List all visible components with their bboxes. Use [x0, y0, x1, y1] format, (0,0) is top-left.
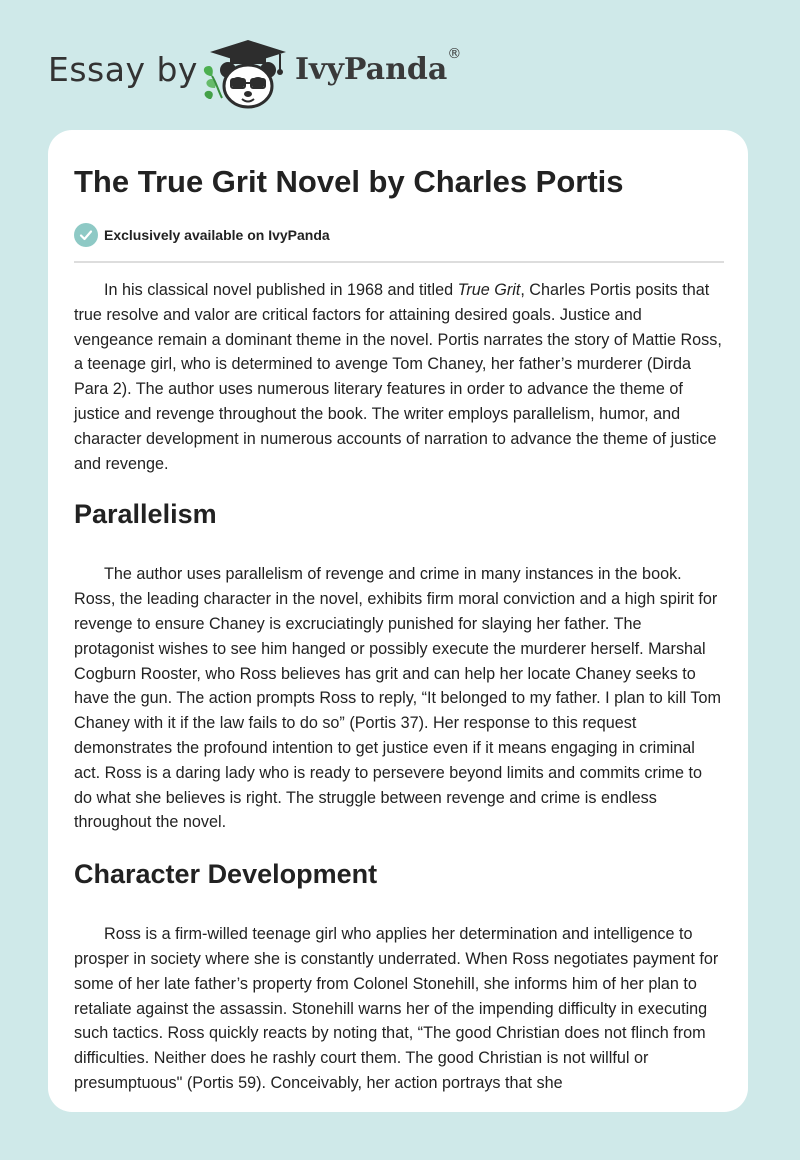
- essay-card: [48, 130, 748, 1112]
- intro-text-end: , Charles Portis posits that true resolve and valor are critical factors for attaining desired goals. Justice and vengeance remain a dominant theme in the novel. Portis narrates the story of Mattie Ross, a teenage girl, who is determined to avenge Tom Chaney, her father’s murderer (Dirda Para 2). The author uses numerous literary features in order to advance the theme of justice and revenge throughout the book. The writer employs parallelism, humor, and character development in numerous accounts of narration to advance the theme of justice and revenge.: [74, 281, 722, 473]
- page-title: The True Grit Novel by Charles Portis: [74, 164, 624, 199]
- section-heading: Parallelism: [74, 499, 217, 530]
- book-title: True Grit: [457, 281, 521, 299]
- brand-name: [295, 46, 462, 87]
- divider: [74, 261, 724, 263]
- section-paragraph: The author uses parallelism of revenge and crime in many instances in the book. Ross, the leading character in the novel, exhibits firm moral conviction and a high spirit for revenge to ensure Chaney is excruciatingly punished for slaying her father. The protagonist wishes to see him hanged or possibly execute the murderer herself. Marshal Cogburn Rooster, who Ross believes has grit and can help her locate Chaney seeks to have the gun. The action prompts Ross to reply, “It belonged to my father. I plan to kill Tom Chaney with it if the law fails to do so” (Portis 37). Her response to this request demonstrates the profound intention to get justice even if it means engaging in criminal act. Ross is a daring lady who is ready to persevere beyond limits and commits crime to do what she believes is right. The struggle between revenge and crime is endless throughout the novel.: [74, 565, 721, 832]
- panda-graduate-icon: [200, 36, 292, 110]
- essay-by-label: Essay by: [48, 50, 198, 89]
- section-heading: Character Development: [74, 859, 378, 890]
- exclusive-label: Exclusively available on IvyPanda: [104, 227, 330, 243]
- section-paragraph: Ross is a firm-willed teenage girl who applies her determination and intelligence to prosper in society where she is constantly underrated. When Ross negotiates payment for some of her late father’s property from Colonel Stonehill, she informs him of her plan to retaliate against the assassin. Stonehill warns her of the impending difficulty in executing such tactics. Ross quickly reacts by noting that, “The good Christian does not flinch from difficulties. Neither does he rashly court them. The good Christian is not willful or presumptuous" (Portis 59). Conceivably, her action portrays that she: [74, 925, 719, 1092]
- essay-body: [74, 278, 724, 1096]
- brand-text: IvyPanda: [295, 52, 448, 87]
- check-circle-icon: [74, 223, 98, 247]
- site-header: [0, 0, 800, 120]
- intro-paragraph: [74, 278, 724, 476]
- registered-mark: ®: [447, 46, 462, 62]
- intro-text-start: In his classical novel published in 1968 and titled: [104, 281, 458, 299]
- exclusive-badge: [74, 222, 330, 248]
